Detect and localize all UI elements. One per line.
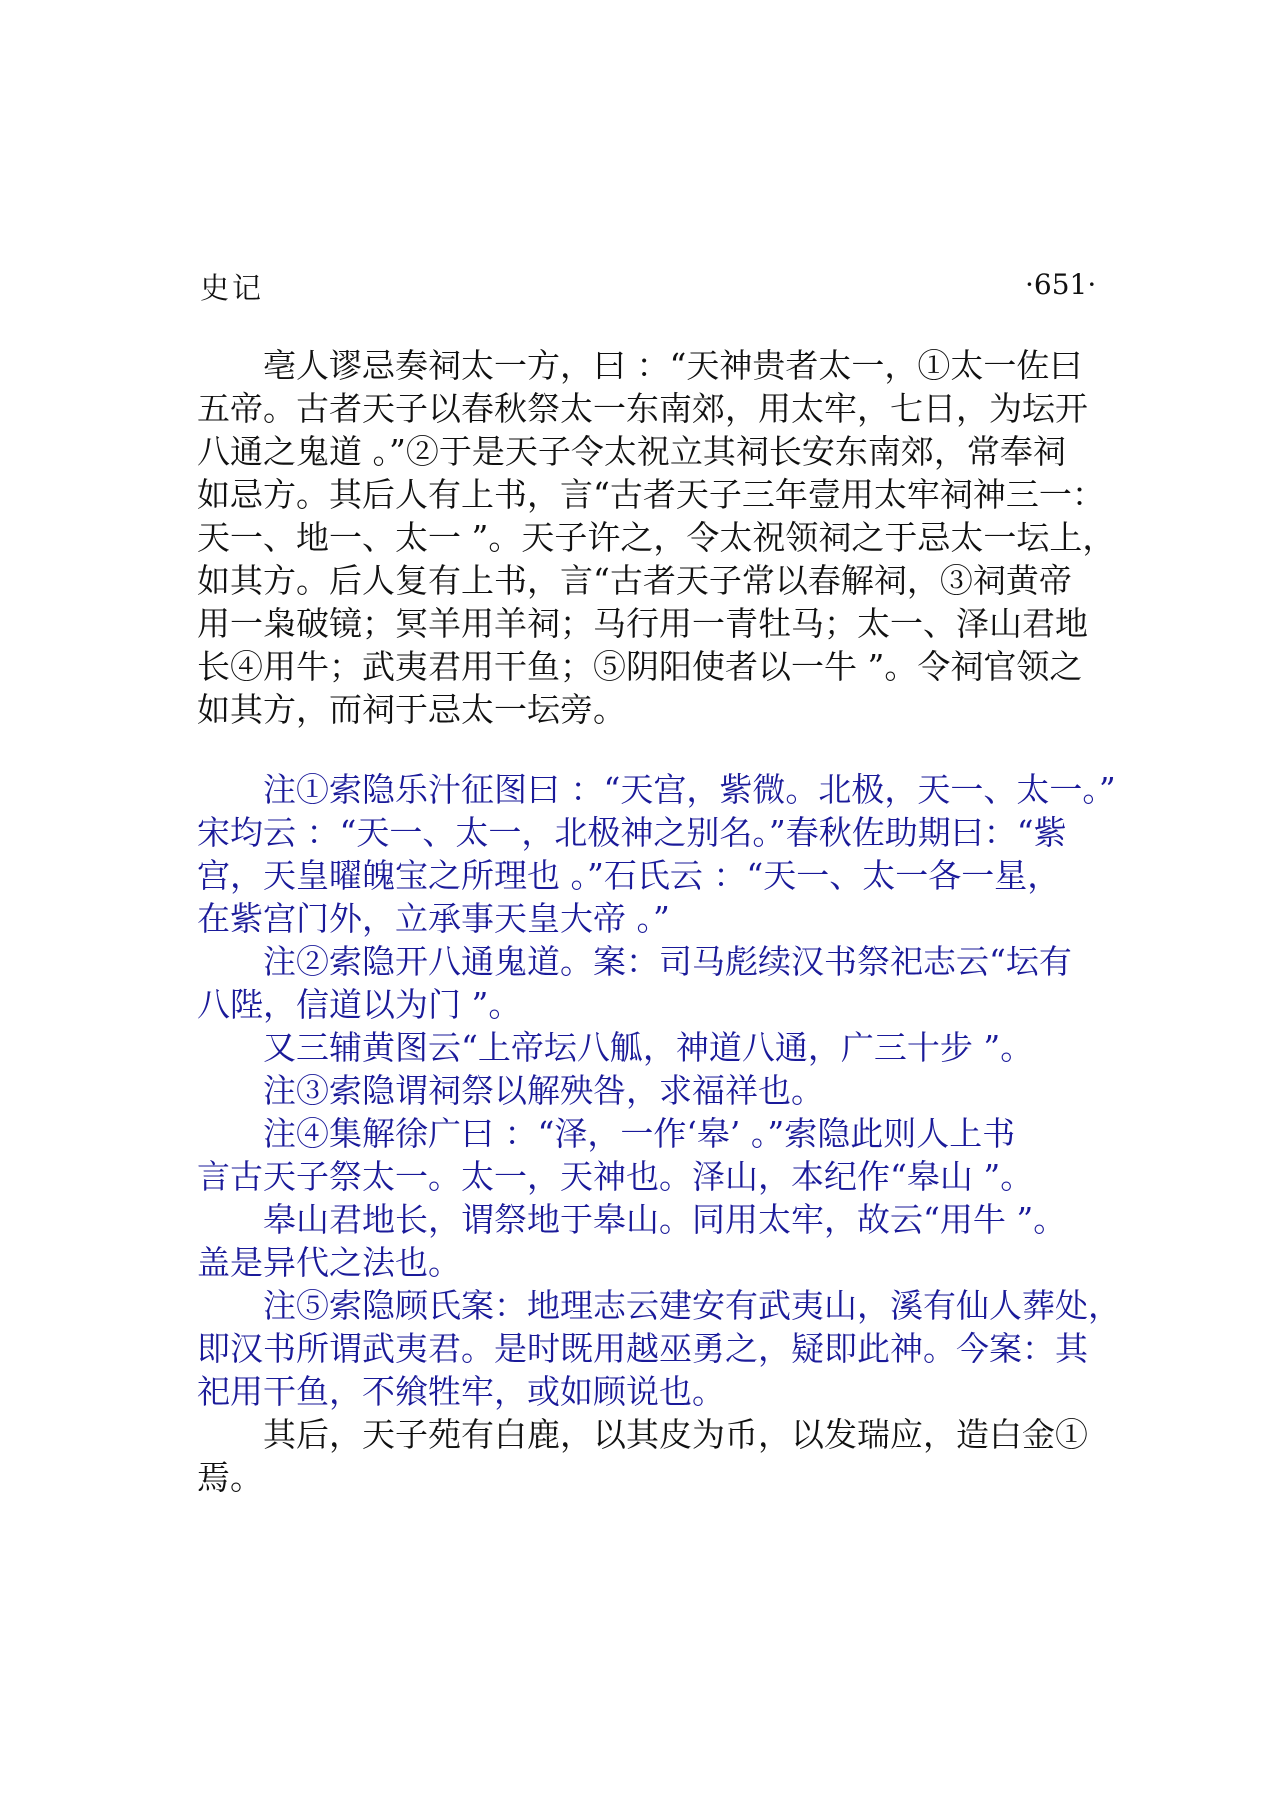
text-line: 在紫宫门外，立承事天皇大帝 。”	[197, 899, 670, 938]
text-line: 言古天子祭太一。太一，天神也。泽山，本纪作“皋山 ”。	[197, 1157, 1034, 1196]
annotation-notes	[197, 768, 1121, 1413]
text-line: 注⑤索隐顾氏案：地理志云建安有武夷山，溪有仙人葬处，	[197, 1286, 1121, 1325]
text-line: 如忌方。其后人有上书，言“古者天子三年壹用太牢祠神三一：	[197, 475, 1105, 514]
text-line: 注③索隐谓祠祭以解殃咎，求福祥也。	[197, 1071, 824, 1110]
text-line: 八陛，信道以为门 ”。	[197, 985, 522, 1024]
text-line: 亳人谬忌奏祠太一方，曰 ：“天神贵者太一，①太一佐曰	[197, 346, 1083, 385]
text-line: 如其方，而祠于忌太一坛旁。	[197, 690, 626, 729]
text-line: 盖是异代之法也。	[197, 1243, 461, 1282]
text-line: 宫，天皇曜魄宝之所理也 。”石氏云 ：“天一、太一各一星，	[197, 856, 1061, 895]
text-line: 即汉书所谓武夷君。是时既用越巫勇之，疑即此神。今案：其	[197, 1329, 1088, 1368]
text-line: 宋均云 ：“天一、太一，北极神之别名。”春秋佐助期曰：“紫	[197, 813, 1067, 852]
text-line: 五帝。古者天子以春秋祭太一东南郊，用太牢，七日，为坛开	[197, 389, 1088, 428]
text-line: 天一、地一、太一 ”。天子许之，令太祝领祠之于忌太一坛上，	[197, 518, 1116, 557]
text-line: 注②索隐开八通鬼道。案：司马彪续汉书祭祀志云“坛有	[197, 942, 1072, 981]
text-line: 注①索隐乐汁征图曰 ：“天宫，紫微。北极，天一、太一。”	[197, 770, 1116, 809]
page-number: ·651·	[1025, 268, 1097, 301]
book-title: 史记	[200, 271, 265, 305]
text-line: 如其方。后人复有上书，言“古者天子常以春解祠，③祠黄帝	[197, 561, 1072, 600]
text-line: 又三辅黄图云“上帝坛八觚，神道八通，广三十步 ”。	[197, 1028, 1034, 1067]
text-line: 焉。	[197, 1458, 263, 1497]
continuation-text	[197, 1413, 1107, 1499]
text-line: 其后，天子苑有白鹿，以其皮为币，以发瑞应，造白金①	[197, 1415, 1088, 1454]
text-line: 皋山君地长，谓祭地于皋山。同用太牢，故云“用牛 ”。	[197, 1200, 1067, 1239]
text-line: 注④集解徐广曰 ：“泽，一作‘皋’ 。”索隐此则人上书	[197, 1114, 1016, 1153]
text-line: 祀用干鱼，不飨牲牢，或如顾说也。	[197, 1372, 725, 1411]
text-line: 长④用牛；武夷君用干鱼；⑤阴阳使者以一牛 ”。令祠官领之	[197, 647, 1083, 686]
text-line: 八通之鬼道 。”②于是天子令太祝立其祠长安东南郊，常奉祠	[197, 432, 1066, 471]
main-text	[197, 344, 1116, 731]
text-line: 用一枭破镜；冥羊用羊祠；马行用一青牡马；太一、泽山君地	[197, 604, 1088, 643]
